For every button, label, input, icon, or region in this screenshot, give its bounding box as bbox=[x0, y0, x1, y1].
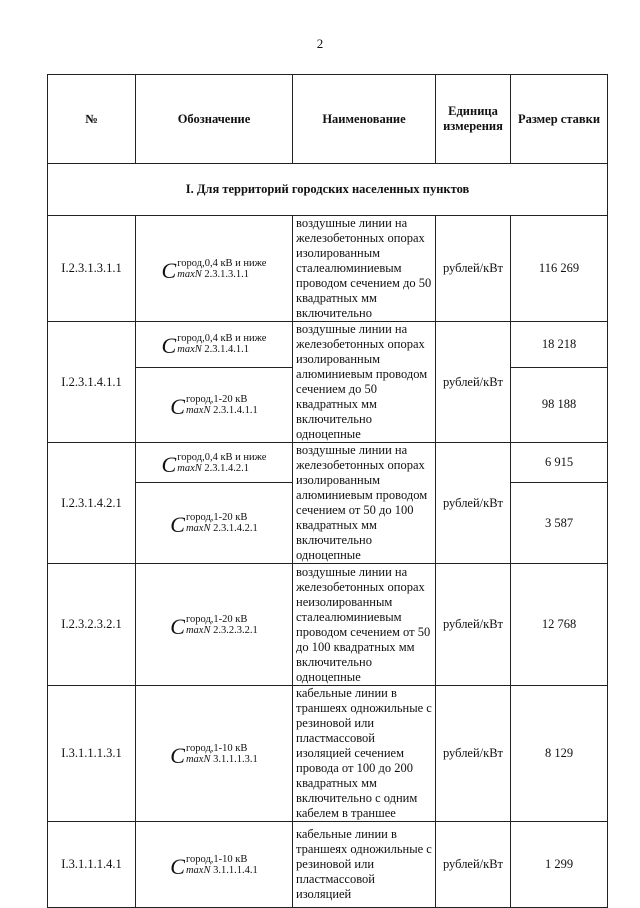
formula-symbol: C bbox=[170, 393, 185, 419]
row-number: I.3.1.1.1.3.1 bbox=[48, 686, 136, 822]
table-row bbox=[48, 564, 608, 686]
designation-cell bbox=[136, 822, 293, 908]
row-unit: рублей/кВт bbox=[436, 686, 511, 822]
formula-code: 2.3.1.4.2.1 bbox=[204, 462, 249, 474]
formula-maxn: maxN bbox=[185, 624, 211, 636]
formula-superscript: город,0,4 кВ и ниже bbox=[177, 333, 267, 345]
designation-cell bbox=[136, 367, 293, 442]
designation-formula bbox=[170, 613, 258, 639]
formula-symbol: C bbox=[170, 512, 185, 538]
row-number: I.3.1.1.1.4.1 bbox=[48, 822, 136, 908]
formula-code: 2.3.2.3.2.1 bbox=[213, 624, 258, 636]
formula-superscript: город,1-10 кВ bbox=[185, 742, 248, 754]
row-rate: 12 768 bbox=[511, 564, 608, 686]
designation-cell bbox=[136, 322, 293, 368]
header-row bbox=[48, 75, 608, 164]
designation-cell bbox=[136, 686, 293, 822]
header-rate: Размер ставки bbox=[511, 75, 608, 164]
section-row bbox=[48, 164, 608, 216]
row-unit: рублей/кВт bbox=[436, 443, 511, 564]
formula-symbol: C bbox=[170, 742, 185, 768]
header-num: № bbox=[48, 75, 136, 164]
formula-superscript: город,0,4 кВ и ниже bbox=[177, 451, 267, 463]
formula-maxn: maxN bbox=[185, 753, 211, 765]
designation-formula bbox=[161, 451, 267, 477]
formula-subscript bbox=[186, 625, 258, 636]
formula-indices bbox=[177, 333, 266, 355]
formula-code: 2.3.1.4.2.1 bbox=[213, 523, 258, 535]
formula-maxn: maxN bbox=[185, 404, 211, 416]
formula-indices bbox=[186, 394, 258, 416]
designation-formula bbox=[170, 853, 258, 879]
formula-subscript bbox=[177, 344, 266, 355]
row-rate: 18 218 bbox=[511, 322, 608, 368]
formula-symbol: C bbox=[161, 333, 177, 359]
formula-maxn: maxN bbox=[177, 462, 202, 474]
formula-indices bbox=[177, 452, 266, 474]
formula-subscript bbox=[186, 523, 258, 534]
row-number: I.2.3.1.4.2.1 bbox=[48, 443, 136, 564]
formula-superscript: город,0,4 кВ и ниже bbox=[177, 257, 267, 269]
row-name: воздушные линии на железобетонных опорах изолированным сталеалюминиевым проводом сечением до 50 квадратных мм включительно bbox=[293, 216, 436, 322]
formula-maxn: maxN bbox=[177, 268, 202, 280]
formula-code: 3.1.1.1.3.1 bbox=[213, 753, 258, 765]
formula-subscript bbox=[177, 269, 266, 280]
designation-formula bbox=[161, 257, 267, 283]
designation-cell bbox=[136, 443, 293, 483]
table-row bbox=[48, 686, 608, 822]
table-row bbox=[48, 322, 608, 368]
row-name: воздушные линии на железобетонных опорах неизолированным сталеалюминиевым проводом сечением от 50 до 100 квадратных мм включительно одноцепные bbox=[293, 564, 436, 686]
row-number: I.2.3.1.3.1.1 bbox=[48, 216, 136, 322]
formula-indices bbox=[186, 854, 258, 876]
designation-formula bbox=[170, 512, 258, 538]
formula-code: 3.1.1.1.4.1 bbox=[213, 864, 258, 876]
row-unit: рублей/кВт bbox=[436, 216, 511, 322]
formula-superscript: город,1-20 кВ bbox=[185, 393, 248, 405]
formula-indices bbox=[186, 743, 258, 765]
designation-cell bbox=[136, 483, 293, 564]
row-name: воздушные линии на железобетонных опорах изолированным алюминиевым проводом сечением до 50 квадратных мм включительно одноцепные bbox=[293, 322, 436, 443]
formula-subscript bbox=[177, 463, 266, 474]
formula-symbol: C bbox=[161, 451, 177, 477]
row-unit: рублей/кВт bbox=[436, 322, 511, 443]
formula-superscript: город,1-10 кВ bbox=[185, 853, 248, 865]
row-rate: 1 299 bbox=[511, 822, 608, 908]
table-row bbox=[48, 822, 608, 908]
tariff-table bbox=[47, 74, 608, 908]
section-title: I. Для территорий городских населенных пунктов bbox=[48, 164, 608, 216]
row-rate: 98 188 bbox=[511, 367, 608, 442]
formula-symbol: C bbox=[170, 613, 185, 639]
formula-indices bbox=[186, 512, 258, 534]
formula-subscript bbox=[186, 865, 258, 876]
row-name: воздушные линии на железобетонных опорах изолированным алюминиевым проводом сечением от 50 до 100 квадратных мм включительно одноцепные bbox=[293, 443, 436, 564]
designation-cell bbox=[136, 216, 293, 322]
formula-maxn: maxN bbox=[185, 523, 211, 535]
row-name: кабельные линии в траншеях одножильные с резиновой или пластмассовой изоляцией bbox=[293, 822, 436, 908]
page-number: 2 bbox=[316, 36, 324, 51]
formula-maxn: maxN bbox=[185, 864, 211, 876]
row-rate: 116 269 bbox=[511, 216, 608, 322]
formula-subscript bbox=[186, 405, 258, 416]
formula-superscript: город,1-20 кВ bbox=[185, 512, 248, 524]
row-rate: 3 587 bbox=[511, 483, 608, 564]
table-row bbox=[48, 216, 608, 322]
formula-subscript bbox=[186, 754, 258, 765]
formula-symbol: C bbox=[161, 257, 177, 283]
designation-formula bbox=[170, 742, 258, 768]
formula-maxn: maxN bbox=[177, 344, 202, 356]
row-rate: 6 915 bbox=[511, 443, 608, 483]
header-designation: Обозначение bbox=[136, 75, 293, 164]
row-number: I.2.3.1.4.1.1 bbox=[48, 322, 136, 443]
row-rate: 8 129 bbox=[511, 686, 608, 822]
designation-cell bbox=[136, 564, 293, 686]
header-name: Наименование bbox=[293, 75, 436, 164]
table-row bbox=[48, 443, 608, 483]
row-number: I.2.3.2.3.2.1 bbox=[48, 564, 136, 686]
designation-formula bbox=[161, 333, 267, 359]
row-unit: рублей/кВт bbox=[436, 564, 511, 686]
header-unit: Единица измерения bbox=[436, 75, 511, 164]
formula-code: 2.3.1.4.1.1 bbox=[213, 404, 258, 416]
row-name: кабельные линии в траншеях одножильные с резиновой или пластмассовой изоляцией сечением провода от 100 до 200 квадратных мм включительно с одним кабелем в траншее bbox=[293, 686, 436, 822]
formula-superscript: город,1-20 кВ bbox=[185, 613, 248, 625]
formula-indices bbox=[186, 614, 258, 636]
formula-symbol: C bbox=[170, 853, 185, 879]
formula-code: 2.3.1.3.1.1 bbox=[204, 268, 249, 280]
designation-formula bbox=[170, 393, 258, 419]
formula-code: 2.3.1.4.1.1 bbox=[204, 344, 249, 356]
formula-indices bbox=[177, 258, 266, 280]
row-unit: рублей/кВт bbox=[436, 822, 511, 908]
